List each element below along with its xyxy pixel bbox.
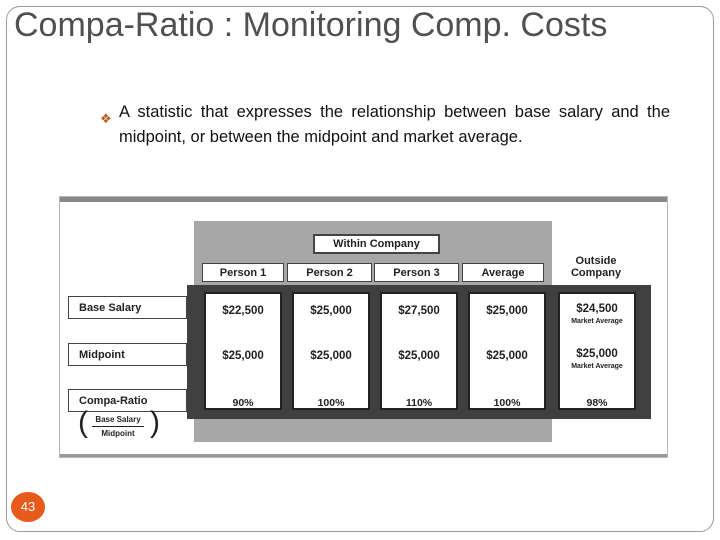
compa-ratio-person-3: 110% — [405, 397, 433, 409]
slide-title: Compa-Ratio : Monitoring Comp. Costs — [14, 6, 608, 44]
row-label-base-salary: Base Salary — [68, 296, 187, 319]
figure-top-band — [60, 197, 667, 202]
formula-left-paren: ( — [78, 406, 88, 439]
column-header-person-2: Person 2 — [287, 263, 372, 282]
column-header-average: Average — [462, 263, 544, 282]
within-company-header: Within Company — [313, 234, 440, 254]
value-column-outside — [558, 292, 636, 410]
formula-numerator: Base Salary — [95, 415, 141, 424]
compa-ratio-formula — [78, 406, 160, 440]
base-salary-person-3: $27,500 — [398, 305, 440, 317]
compa-ratio-outside: 98% — [586, 397, 608, 409]
bullet-icon: ❖ — [100, 111, 112, 126]
compa-ratio-person-2: 100% — [317, 397, 345, 409]
compa-ratio-figure — [59, 196, 668, 458]
midpoint-outside: $25,000 — [576, 348, 618, 360]
bullet-text: A statistic that expresses the relationship between base salary and the midpoint, or between the midpoint and market average. — [119, 103, 670, 146]
base-salary-outside-note: Market Average — [571, 318, 623, 325]
value-column-average — [468, 292, 546, 410]
formula-denominator: Midpoint — [101, 429, 135, 438]
base-salary-person-1: $22,500 — [222, 305, 264, 317]
formula-divider — [92, 426, 144, 427]
midpoint-person-3: $25,000 — [398, 350, 440, 362]
value-column-person-1 — [204, 292, 282, 410]
value-column-person-2 — [292, 292, 370, 410]
base-salary-outside: $24,500 — [576, 303, 618, 315]
base-salary-person-2: $25,000 — [310, 305, 352, 317]
midpoint-outside-note: Market Average — [571, 363, 623, 370]
value-column-person-3 — [380, 292, 458, 410]
midpoint-person-1: $25,000 — [222, 350, 264, 362]
midpoint-average: $25,000 — [486, 350, 528, 362]
compa-ratio-person-1: 90% — [232, 397, 254, 409]
figure-bottom-band — [60, 454, 667, 457]
compa-ratio-average: 100% — [493, 397, 521, 409]
formula-fraction — [88, 414, 148, 439]
column-header-person-3: Person 3 — [374, 263, 459, 282]
formula-right-paren: ) — [150, 406, 160, 439]
row-label-midpoint: Midpoint — [68, 343, 187, 366]
page-number-badge: 43 — [11, 492, 45, 522]
row-label-compa-ratio: Compa-Ratio — [68, 389, 187, 412]
base-salary-average: $25,000 — [486, 305, 528, 317]
outside-company-header: Outside Company — [570, 255, 622, 279]
bullet-point — [100, 100, 670, 150]
midpoint-person-2: $25,000 — [310, 350, 352, 362]
column-header-person-1: Person 1 — [202, 263, 284, 282]
